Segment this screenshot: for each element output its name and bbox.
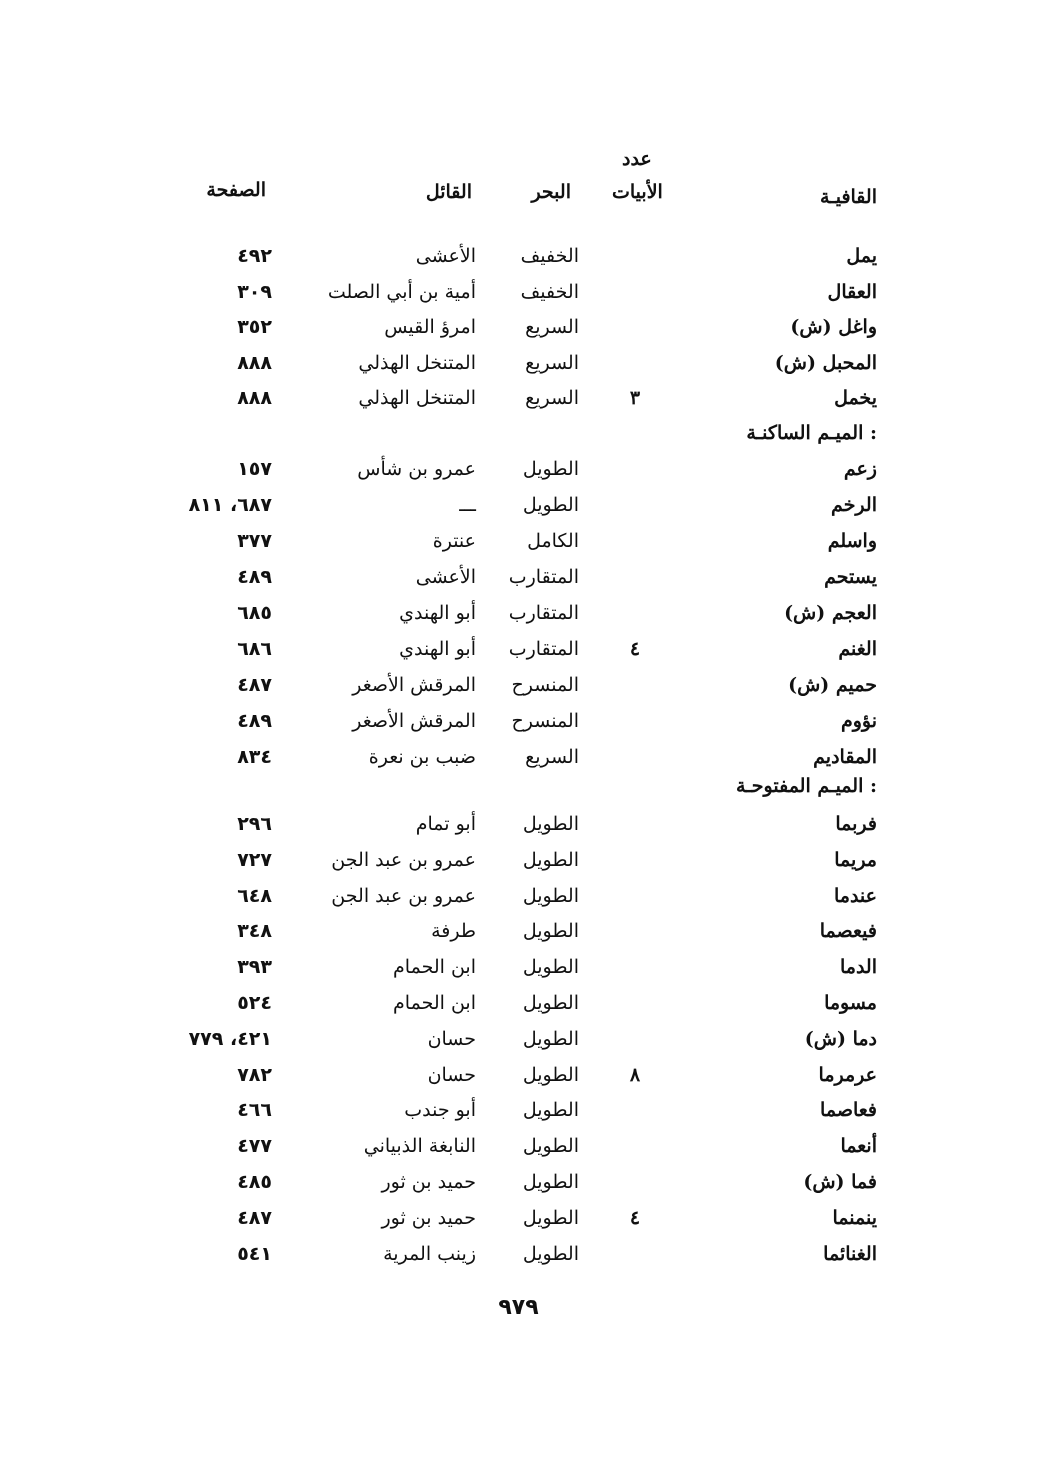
page-ref-cell: ٣٧٧ bbox=[237, 530, 272, 552]
table-row bbox=[0, 281, 1037, 315]
count-cell: ٤ bbox=[629, 1206, 641, 1229]
bahr-cell: السريع bbox=[525, 316, 579, 338]
table-row bbox=[0, 956, 1037, 990]
bahr-cell: الطويل bbox=[522, 1206, 579, 1229]
qafiya-cell: الغنم bbox=[838, 638, 877, 660]
table-row bbox=[0, 674, 1037, 708]
bahr-cell: المنسرح bbox=[511, 710, 579, 732]
qail-cell: ـــ bbox=[459, 494, 476, 516]
table-row bbox=[0, 638, 1037, 672]
table-row bbox=[0, 566, 1037, 600]
page-ref-cell: ٤٨٧ bbox=[237, 1206, 272, 1229]
qail-cell: الأعشى bbox=[415, 566, 476, 588]
bahr-cell: الطويل bbox=[522, 1171, 579, 1193]
qail-cell: امرؤ القيس bbox=[384, 316, 476, 338]
qafiya-cell: يمل bbox=[846, 245, 877, 267]
page-ref-cell: ٣٤٨ bbox=[237, 920, 272, 943]
qafiya-cell: دما (ش) bbox=[804, 1027, 877, 1050]
qafiya-cell: مريما bbox=[834, 848, 877, 871]
table-row bbox=[0, 530, 1037, 564]
qafiya-cell: نؤوم bbox=[840, 710, 877, 732]
bahr-cell: الطويل bbox=[522, 920, 579, 943]
qail-cell: المرقش الأصغر bbox=[352, 674, 476, 696]
page-ref-cell: ٣٠٩ bbox=[237, 280, 272, 303]
bahr-cell: السريع bbox=[525, 351, 579, 374]
bahr-cell: المتقارب bbox=[508, 638, 579, 660]
table-row bbox=[0, 494, 1037, 528]
qafiya-cell: الرخم bbox=[831, 494, 877, 516]
qafiya-cell: فربما bbox=[835, 813, 877, 835]
qail-cell: حميد بن ثور bbox=[381, 1206, 476, 1229]
page-ref-cell: ٨٨٨ bbox=[237, 351, 272, 374]
qail-cell: أمية بن أبي الصلت bbox=[327, 280, 476, 303]
qafiya-cell: العقال bbox=[827, 280, 877, 303]
table-row bbox=[0, 1064, 1037, 1098]
qafiya-cell: أنعما bbox=[840, 1135, 877, 1158]
bahr-cell: الطويل bbox=[522, 1099, 579, 1122]
qail-cell: أبو جندب bbox=[404, 1099, 476, 1122]
qafiya-cell: عرمرما bbox=[818, 1063, 877, 1086]
page-ref-cell: ٤٦٦ bbox=[237, 1099, 272, 1122]
table-row bbox=[0, 1207, 1037, 1241]
page-ref-cell: ٤٢١، ٧٧٩ bbox=[188, 1027, 272, 1050]
header-bahr: البحر bbox=[531, 181, 571, 203]
table-row bbox=[0, 316, 1037, 350]
qail-cell: عمرو بن عبد الجن bbox=[331, 848, 476, 871]
page-ref-cell: ٤٩٢ bbox=[237, 245, 272, 267]
table-row bbox=[0, 885, 1037, 919]
page-ref-cell: ٨٨٨ bbox=[237, 387, 272, 409]
qafiya-cell: يخمل bbox=[834, 387, 877, 409]
bahr-cell: السريع bbox=[525, 746, 579, 768]
count-cell: ٣ bbox=[629, 387, 641, 409]
qail-cell: المرقش الأصغر bbox=[352, 710, 476, 732]
qail-cell: ابن الحمام bbox=[393, 956, 476, 979]
bahr-cell: الطويل bbox=[522, 1242, 579, 1265]
page-ref-cell: ٦٨٦ bbox=[237, 638, 272, 660]
qafiya-cell: مسوما bbox=[824, 992, 877, 1014]
qail-cell: أبو الهندي bbox=[399, 602, 476, 624]
table-row bbox=[0, 1171, 1037, 1205]
table-row bbox=[0, 1135, 1037, 1169]
qafiya-cell: واسلم bbox=[827, 530, 877, 552]
bahr-cell: الطويل bbox=[522, 956, 579, 979]
page-ref-cell: ٨٣٤ bbox=[237, 746, 272, 768]
page-ref-cell: ٣٥٢ bbox=[237, 316, 272, 338]
header-count-bottom: الأبيات bbox=[612, 181, 663, 203]
header-page: الصفحة bbox=[206, 179, 266, 201]
bahr-cell: الطويل bbox=[522, 458, 579, 480]
table-row bbox=[0, 1028, 1037, 1062]
page-ref-cell: ٤٨٥ bbox=[237, 1171, 272, 1193]
qafiya-cell: عندما bbox=[833, 884, 877, 907]
qail-cell: زينب المرية bbox=[383, 1242, 476, 1265]
table-row bbox=[0, 1243, 1037, 1277]
qail-cell: الأعشى bbox=[415, 245, 476, 267]
page-ref-cell: ٦٤٨ bbox=[237, 884, 272, 907]
bahr-cell: الخفيف bbox=[520, 280, 579, 303]
bahr-cell: الخفيف bbox=[520, 245, 579, 267]
bahr-cell: الطويل bbox=[522, 848, 579, 871]
page-ref-cell: ٦٨٥ bbox=[237, 602, 272, 624]
table-row bbox=[0, 920, 1037, 954]
page-ref-cell: ٤٨٩ bbox=[237, 710, 272, 732]
bahr-cell: الطويل bbox=[522, 813, 579, 835]
page-ref-cell: ٤٧٧ bbox=[237, 1135, 272, 1158]
bahr-cell: الطويل bbox=[522, 992, 579, 1014]
qail-cell: عنترة bbox=[432, 530, 476, 552]
bahr-cell: المنسرح bbox=[511, 674, 579, 696]
table-row bbox=[0, 746, 1037, 780]
qail-cell: عمرو بن عبد الجن bbox=[331, 884, 476, 907]
table-row bbox=[0, 387, 1037, 421]
qail-cell: حميد بن ثور bbox=[381, 1171, 476, 1193]
table-row bbox=[0, 992, 1037, 1026]
qafiya-cell: فما (ش) bbox=[803, 1171, 877, 1193]
qafiya-cell: فيعصما bbox=[819, 920, 877, 943]
header-count-top: عدد bbox=[622, 148, 652, 170]
table-row bbox=[0, 245, 1037, 279]
qail-cell: حسان bbox=[427, 1063, 476, 1086]
section-heading-maftuha: الميـم المفتوحـة : bbox=[736, 775, 877, 797]
qafiya-cell: المحبل (ش) bbox=[774, 351, 877, 374]
count-cell: ٤ bbox=[629, 638, 641, 660]
page-number: ٩٧٩ bbox=[498, 1295, 539, 1320]
qail-cell: عمرو بن شأس bbox=[357, 458, 476, 480]
qafiya-cell: المقاديم bbox=[813, 746, 877, 768]
section-heading-sakina: الميـم الساكنـة : bbox=[746, 422, 877, 444]
header-qail: القائل bbox=[425, 181, 472, 203]
page-ref-cell: ٣٩٣ bbox=[237, 956, 272, 979]
qafiya-cell: الغنائما bbox=[823, 1242, 877, 1265]
table-row bbox=[0, 458, 1037, 492]
qail-cell: ابن الحمام bbox=[393, 992, 476, 1014]
qail-cell: حسان bbox=[427, 1027, 476, 1050]
table-row bbox=[0, 849, 1037, 883]
table-row bbox=[0, 352, 1037, 386]
qail-cell: أبو تمام bbox=[415, 813, 476, 835]
page-ref-cell: ٤٨٩ bbox=[237, 566, 272, 588]
qafiya-cell: زعم bbox=[843, 458, 877, 480]
qafiya-cell: ينمنما bbox=[832, 1206, 877, 1229]
page-ref-cell: ٢٩٦ bbox=[237, 813, 272, 835]
bahr-cell: الطويل bbox=[522, 884, 579, 907]
page-ref-cell: ٧٨٢ bbox=[237, 1063, 272, 1086]
qail-cell: المتنخل الهذلي bbox=[358, 351, 476, 374]
qafiya-cell: الدما bbox=[839, 956, 877, 979]
qail-cell: النابغة الذبياني bbox=[363, 1135, 476, 1158]
bahr-cell: المتقارب bbox=[508, 602, 579, 624]
page-ref-cell: ٥٤١ bbox=[237, 1242, 272, 1265]
qafiya-cell: فعاصما bbox=[820, 1099, 877, 1122]
page-ref-cell: ١٥٧ bbox=[237, 458, 272, 480]
qafiya-cell: العجم (ش) bbox=[784, 602, 877, 624]
bahr-cell: الطويل bbox=[522, 494, 579, 516]
page-ref-cell: ٦٨٧، ٨١١ bbox=[188, 494, 272, 516]
qafiya-cell: حميم (ش) bbox=[788, 674, 877, 696]
page-ref-cell: ٧٢٧ bbox=[237, 848, 272, 871]
bahr-cell: الطويل bbox=[522, 1135, 579, 1158]
qafiya-cell: يستحم bbox=[824, 566, 877, 588]
qail-cell: المتنخل الهذلي bbox=[358, 387, 476, 409]
table-row bbox=[0, 710, 1037, 744]
bahr-cell: السريع bbox=[525, 387, 579, 409]
header-qafiya: القافيـة bbox=[819, 186, 877, 208]
bahr-cell: الكامل bbox=[527, 530, 579, 552]
table-row bbox=[0, 602, 1037, 636]
table-row bbox=[0, 813, 1037, 847]
page-ref-cell: ٤٨٧ bbox=[237, 674, 272, 696]
qail-cell: أبو الهندي bbox=[399, 638, 476, 660]
qail-cell: ضبب بن نعرة bbox=[368, 746, 476, 768]
bahr-cell: المتقارب bbox=[508, 566, 579, 588]
bahr-cell: الطويل bbox=[522, 1027, 579, 1050]
page-ref-cell: ٥٢٤ bbox=[237, 992, 272, 1014]
qafiya-cell: واغل (ش) bbox=[790, 316, 877, 338]
bahr-cell: الطويل bbox=[522, 1063, 579, 1086]
table-row bbox=[0, 1099, 1037, 1133]
qail-cell: طرفة bbox=[431, 920, 476, 943]
count-cell: ٨ bbox=[629, 1063, 641, 1086]
